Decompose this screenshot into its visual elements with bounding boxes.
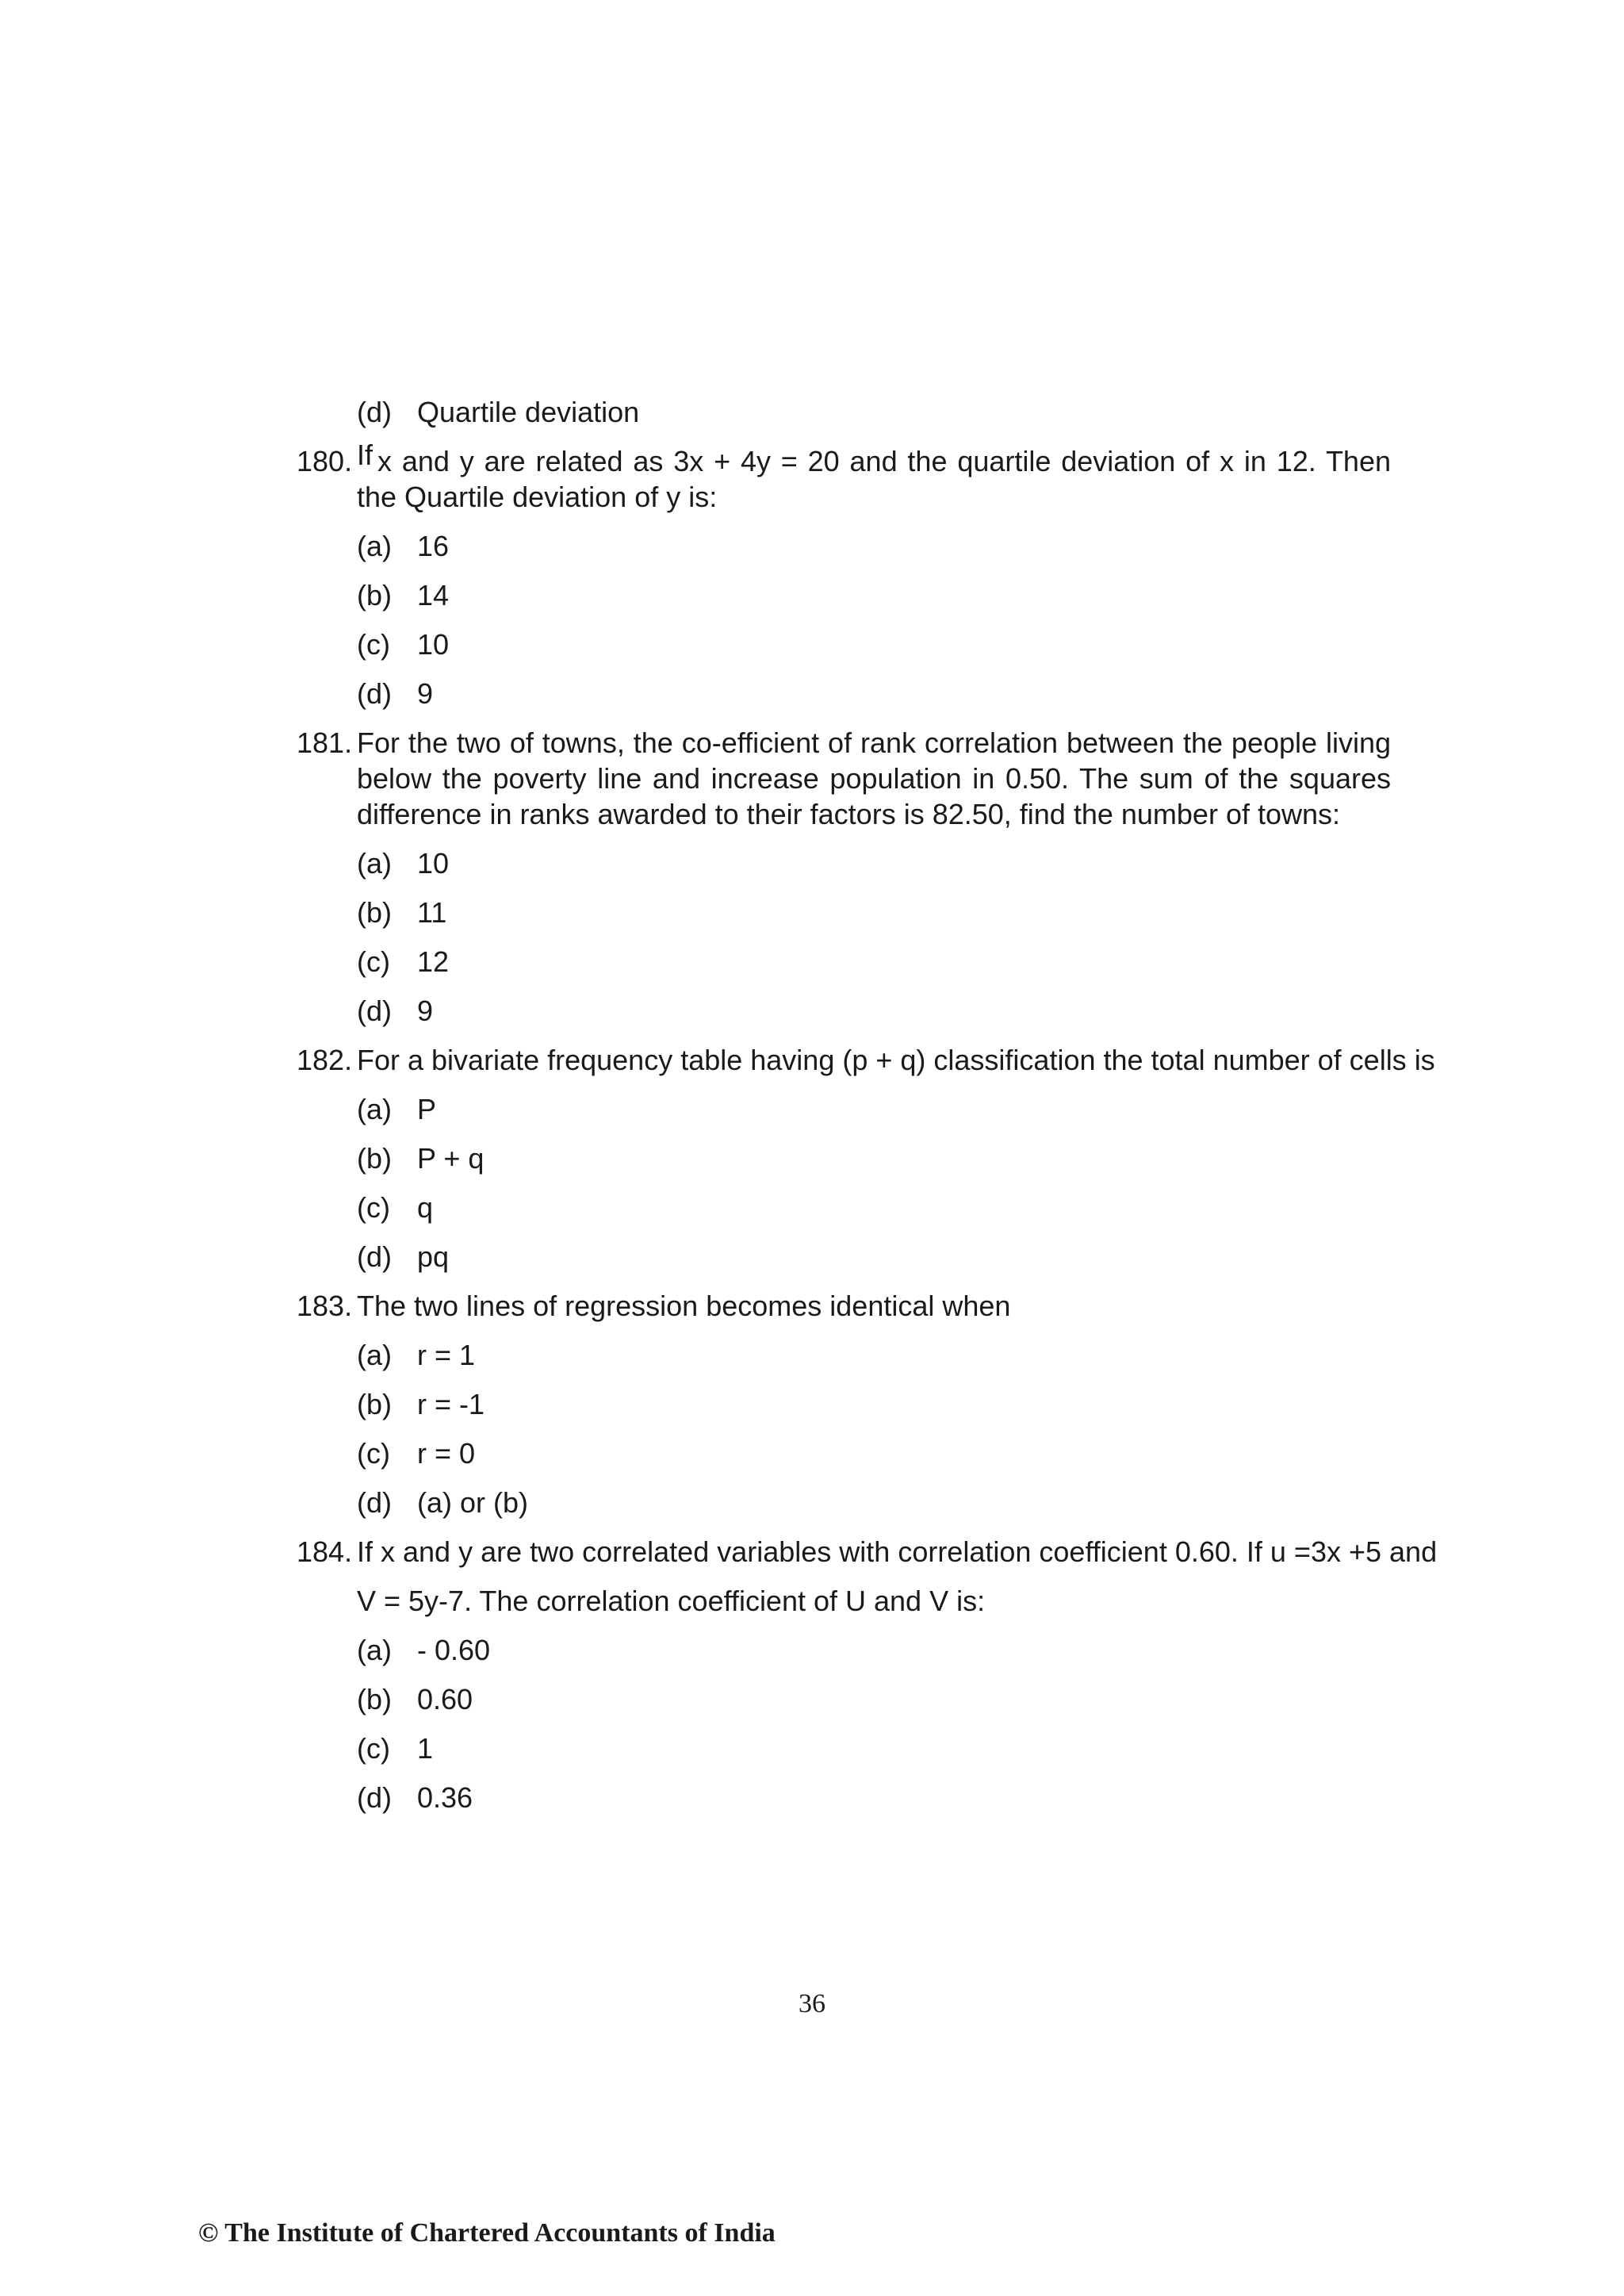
option-item bbox=[357, 676, 1391, 711]
option-text: 9 bbox=[417, 995, 434, 1027]
option-label: (c) bbox=[357, 1437, 390, 1470]
option-label: (b) bbox=[357, 1683, 392, 1715]
question-content bbox=[297, 394, 1438, 1829]
option-item bbox=[357, 895, 1391, 930]
option-text: pq bbox=[417, 1240, 450, 1273]
question-180 bbox=[297, 439, 1391, 515]
option-text: r = -1 bbox=[417, 1388, 485, 1420]
option-item bbox=[357, 1485, 1391, 1520]
option-item bbox=[357, 1140, 1391, 1176]
option-text: 14 bbox=[417, 579, 450, 611]
option-item bbox=[357, 1681, 1391, 1717]
option-text: 10 bbox=[417, 847, 450, 880]
option-text: 11 bbox=[417, 896, 447, 929]
option-item bbox=[357, 1780, 1391, 1815]
question-text bbox=[357, 439, 1391, 515]
option-item bbox=[357, 1337, 1391, 1373]
question-text: For the two of towns, the co-efficient of rank correlation between the people living below the poverty line and increase population in 0.50. The sum of the squares difference in ranks awarded to their factors is 82.50, find the number of towns: bbox=[357, 726, 1391, 830]
option-label: (d) bbox=[357, 1781, 392, 1814]
option-text: P + q bbox=[417, 1142, 485, 1175]
option-item bbox=[357, 1239, 1391, 1274]
option-item bbox=[357, 577, 1391, 613]
question-184 bbox=[297, 1534, 1438, 1619]
footer-copyright: © The Institute of Chartered Accountants of India bbox=[198, 2218, 776, 2248]
option-text: 0.36 bbox=[417, 1781, 473, 1814]
question-number: 180. bbox=[297, 445, 353, 477]
option-text: r = 1 bbox=[417, 1339, 476, 1371]
option-text: 1 bbox=[417, 1732, 434, 1765]
option-item bbox=[357, 528, 1391, 564]
option-label: (b) bbox=[357, 1142, 392, 1175]
question-text: For a bivariate frequency table having (p + q) classification the total number of cells is bbox=[357, 1044, 1435, 1076]
option-text: q bbox=[417, 1191, 434, 1224]
option-text: 9 bbox=[417, 677, 434, 710]
question-number: 183. bbox=[297, 1290, 353, 1322]
option-text: (a) or (b) bbox=[417, 1486, 529, 1519]
option-label: (c) bbox=[357, 1732, 390, 1765]
option-item bbox=[357, 1190, 1391, 1225]
option-text: P bbox=[417, 1093, 437, 1125]
question-number: 184. bbox=[297, 1535, 353, 1568]
option-label: (c) bbox=[357, 1191, 390, 1224]
option-item bbox=[357, 1435, 1391, 1471]
option-label: (d) bbox=[357, 396, 392, 428]
question-text-body: x and y are related as 3x + 4y = 20 and the quartile deviation of x in 12. Then the Quartile deviation of y is: bbox=[357, 445, 1391, 513]
option-label: (d) bbox=[357, 677, 392, 710]
option-label: (b) bbox=[357, 896, 392, 929]
option-label: (a) bbox=[357, 847, 392, 880]
question-183 bbox=[297, 1288, 1391, 1324]
option-label: (d) bbox=[357, 1240, 392, 1273]
carryover-option bbox=[357, 394, 1391, 430]
option-label: (a) bbox=[357, 530, 392, 562]
option-label: (a) bbox=[357, 1634, 392, 1666]
option-label: (c) bbox=[357, 628, 390, 661]
option-label: (b) bbox=[357, 1388, 392, 1420]
option-text: 10 bbox=[417, 628, 450, 661]
option-text: - 0.60 bbox=[417, 1634, 491, 1666]
question-text-line2: V = 5y-7. The correlation coefficient of U and V is: bbox=[357, 1585, 986, 1617]
option-item bbox=[357, 1731, 1391, 1766]
option-text: 16 bbox=[417, 530, 450, 562]
option-item bbox=[357, 627, 1391, 662]
question-182 bbox=[297, 1042, 1435, 1078]
option-label: (d) bbox=[357, 1486, 392, 1519]
option-item bbox=[357, 1632, 1391, 1668]
option-label: (d) bbox=[357, 995, 392, 1027]
question-text: The two lines of regression becomes identical when bbox=[357, 1290, 1011, 1322]
option-label: (a) bbox=[357, 1339, 392, 1371]
option-text: 12 bbox=[417, 945, 450, 978]
option-label: (a) bbox=[357, 1093, 392, 1125]
question-text: If x and y are two correlated variables with correlation coefficient 0.60. If u =3x +5 and bbox=[357, 1535, 1438, 1568]
question-number: 181. bbox=[297, 726, 353, 759]
option-item bbox=[357, 993, 1391, 1029]
option-text: Quartile deviation bbox=[417, 396, 640, 428]
page-number: 36 bbox=[799, 1989, 825, 2018]
question-181 bbox=[297, 725, 1391, 832]
option-label: (b) bbox=[357, 579, 392, 611]
question-lead-word: If bbox=[357, 439, 373, 471]
option-label: (c) bbox=[357, 945, 390, 978]
option-text: 0.60 bbox=[417, 1683, 473, 1715]
option-item bbox=[357, 1386, 1391, 1422]
option-item bbox=[357, 944, 1391, 979]
option-item bbox=[357, 1091, 1391, 1127]
option-item bbox=[357, 845, 1391, 881]
question-number: 182. bbox=[297, 1044, 353, 1076]
option-text: r = 0 bbox=[417, 1437, 476, 1470]
